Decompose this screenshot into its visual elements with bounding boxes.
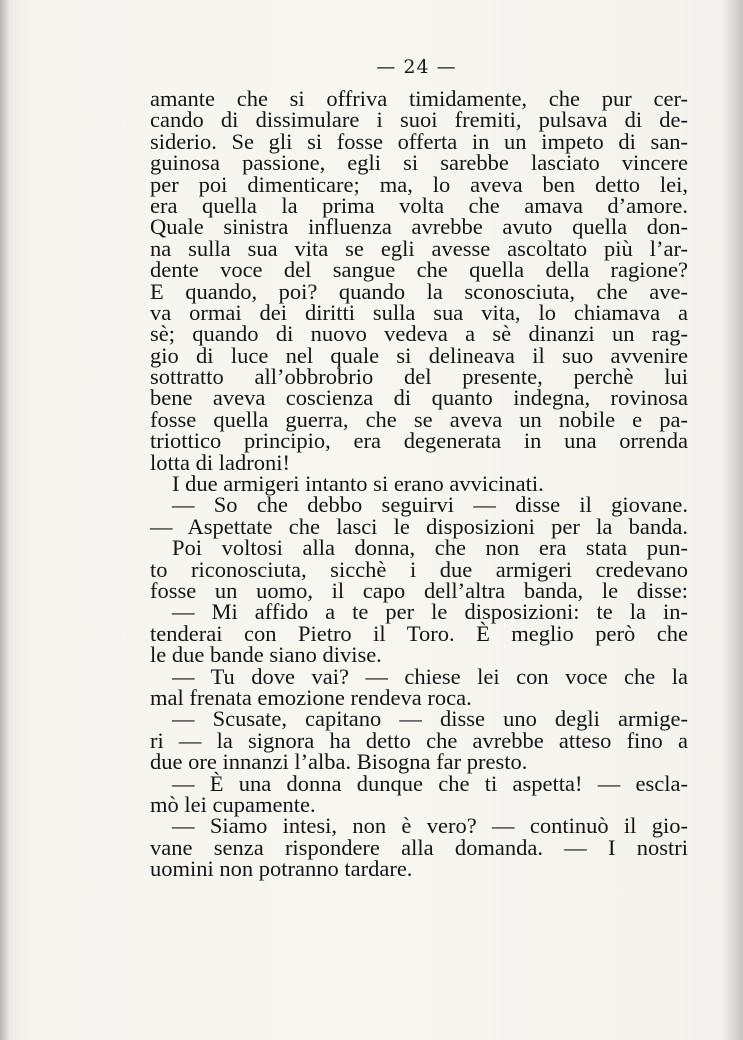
text-line: gio di luce nel quale si delineava il suo avvenire	[150, 342, 688, 368]
page-number: — 24 —	[376, 56, 457, 78]
text-line: bene aveva coscienza di quanto indegna, rovinosa	[150, 385, 688, 411]
text-line: — Aspettate che lasci le disposizioni per la banda.	[150, 513, 688, 539]
page-right-edge-shadow	[721, 0, 743, 1040]
text-line: — Tu dove vai? — chiese lei con voce che la	[172, 663, 688, 689]
text-line: ri — la signora ha detto che avrebbe atteso fino a	[150, 727, 688, 753]
text-line: le due bande siano divise.	[150, 642, 382, 668]
text-line: uomini non potranno tardare.	[150, 856, 413, 882]
page-left-edge	[0, 0, 10, 1040]
text-line: sottratto all’obbrobrio del presente, perchè lui	[150, 364, 688, 390]
text-line: siderio. Se gli si fosse offerta in un impeto di san-	[150, 128, 688, 154]
text-line: — È una donna dunque che ti aspetta! — escla-	[172, 770, 688, 796]
text-line: fosse quella guerra, che se aveva un nobile e pa-	[150, 406, 688, 432]
text-line: due ore innanzi l’alba. Bisogna far presto.	[150, 749, 528, 775]
text-line: Poi voltosi alla donna, che non era stata pun-	[172, 535, 688, 561]
text-line: dente voce del sangue che quella della ragione?	[150, 257, 688, 283]
text-line: mal frenata emozione rendeva roca.	[150, 684, 472, 710]
text-line: — Siamo intesi, non è vero? — continuò il gio-	[172, 813, 688, 839]
text-line: fosse un uomo, il capo dell’altra banda, le disse:	[150, 577, 688, 603]
text-line: vane senza rispondere alla domanda. — I nostri	[150, 834, 688, 860]
body-text	[150, 86, 688, 882]
text-line: era quella la prima volta che amava d’amore.	[150, 192, 688, 218]
text-line: mò lei cupamente.	[150, 791, 316, 817]
text-line: E quando, poi? quando la sconosciuta, che ave-	[150, 278, 688, 304]
text-line: triottico principio, era degenerata in una orrenda	[150, 428, 688, 454]
text-line: amante che si offriva timidamente, che pur cer-	[150, 86, 688, 111]
text-line: to riconosciuta, sicchè i due armigeri credevano	[150, 556, 688, 582]
text-line: tenderai con Pietro il Toro. È meglio però che	[150, 620, 688, 646]
text-line: cando di dissimulare i suoi fremiti, pulsava di de-	[150, 107, 688, 133]
text-line: na sulla sua vita se egli avesse ascoltato più l’ar-	[150, 235, 688, 261]
text-line: — Mi affido a te per le disposizioni: te la in-	[172, 599, 688, 625]
text-line: sè; quando di nuovo vedeva a sè dinanzi un rag-	[150, 321, 688, 347]
text-line: Quale sinistra influenza avrebbe avuto quella don-	[150, 214, 688, 240]
text-line: I due armigeri intanto si erano avvicinati.	[172, 471, 544, 497]
text-line: guinosa passione, egli si sarebbe lasciato vincere	[150, 150, 688, 176]
text-line: — So che debbo seguirvi — disse il giovane.	[172, 492, 688, 518]
text-line: va ormai dei diritti sulla sua vita, lo chiamava a	[150, 299, 688, 325]
text-line: lotta di ladroni!	[150, 449, 290, 475]
text-line: — Scusate, capitano — disse uno degli armige-	[172, 706, 688, 732]
text-line: per poi dimenticare; ma, lo aveva ben detto lei,	[150, 171, 688, 197]
